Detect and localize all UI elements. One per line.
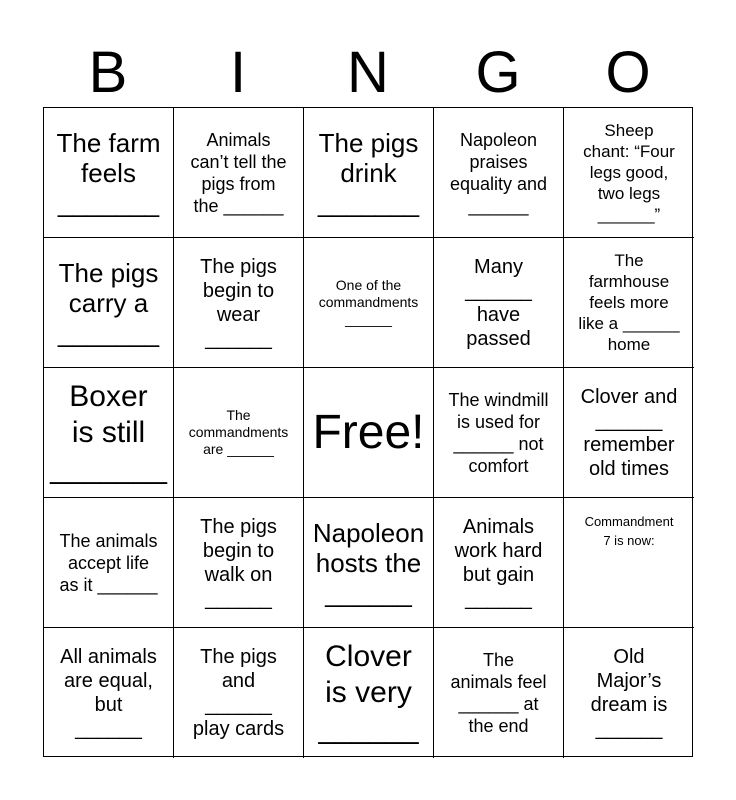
bingo-cell[interactable] <box>44 368 174 498</box>
header-letter-g: G <box>475 40 521 105</box>
free-space-label: Free! <box>312 405 425 459</box>
bingo-cell[interactable] <box>44 108 174 238</box>
bingo-board <box>43 107 693 757</box>
cell-text: Many ______ have passed <box>465 255 532 350</box>
cell-text: Sheep chant: “Four legs good, two legs ______” <box>583 121 675 224</box>
bingo-cell[interactable] <box>174 238 304 368</box>
cell-text: Clover and ______ remember old times <box>580 385 678 480</box>
cell-text: Boxer is still _______ <box>50 379 167 485</box>
bingo-cell[interactable] <box>44 628 174 758</box>
bingo-cell[interactable] <box>564 368 694 498</box>
cell-text: The windmill is used for ______ not comfort <box>448 389 549 476</box>
bingo-cell[interactable] <box>564 238 694 368</box>
cell-text: The pigs drink _______ <box>317 127 420 218</box>
header-letter-o: O <box>605 40 651 105</box>
bingo-cell[interactable] <box>434 368 564 498</box>
bingo-cell[interactable] <box>174 368 304 498</box>
cell-text: Old Major’s dream is ______ <box>590 646 668 740</box>
bingo-cell[interactable] <box>564 108 694 238</box>
cell-text: Napoleon hosts the ______ <box>312 517 425 608</box>
header-letter-i: I <box>229 40 247 105</box>
header-letter-n: N <box>347 40 389 105</box>
cell-text: The commandments are ______ <box>188 407 289 457</box>
cell-text: Napoleon praises equality and ______ <box>449 129 548 216</box>
cell-text: Animals work hard but gain ______ <box>454 515 543 610</box>
bingo-cell[interactable] <box>564 498 694 628</box>
cell-text: The farmhouse feels more like a ______ home <box>578 251 680 354</box>
bingo-header <box>43 40 693 106</box>
cell-text: All animals are equal, but ______ <box>60 646 157 740</box>
bingo-cell[interactable] <box>174 108 304 238</box>
bingo-cell[interactable] <box>434 238 564 368</box>
bingo-cell[interactable] <box>174 498 304 628</box>
bingo-cell[interactable] <box>174 628 304 758</box>
bingo-cell[interactable] <box>564 628 694 758</box>
header-letter-b: B <box>88 40 128 105</box>
cell-text: The pigs begin to wear ______ <box>200 255 277 350</box>
cell-text: One of the commandments ______ <box>318 277 419 327</box>
bingo-cell[interactable] <box>44 238 174 368</box>
bingo-cell[interactable] <box>304 628 434 758</box>
bingo-cell[interactable] <box>434 108 564 238</box>
cell-text: Animals can’t tell the pigs from the ______ <box>190 129 287 216</box>
cell-text: The pigs and ______ play cards <box>192 646 285 740</box>
bingo-cell[interactable] <box>434 498 564 628</box>
bingo-cell[interactable] <box>44 498 174 628</box>
cell-text: The pigs begin to walk on ______ <box>200 515 277 610</box>
bingo-cell[interactable] <box>304 498 434 628</box>
free-space[interactable] <box>304 368 434 498</box>
bingo-cell[interactable] <box>304 238 434 368</box>
cell-text: The animals accept life as it ______ <box>59 530 158 595</box>
cell-text: The animals feel ______ at the end <box>450 650 547 736</box>
cell-text: Clover is very ______ <box>318 640 419 745</box>
cell-text: Commandment 7 is now: <box>584 514 674 548</box>
bingo-cell[interactable] <box>434 628 564 758</box>
cell-text: The pigs carry a _______ <box>57 257 160 348</box>
cell-text: The farm feels _______ <box>56 127 161 218</box>
bingo-cell[interactable] <box>304 108 434 238</box>
